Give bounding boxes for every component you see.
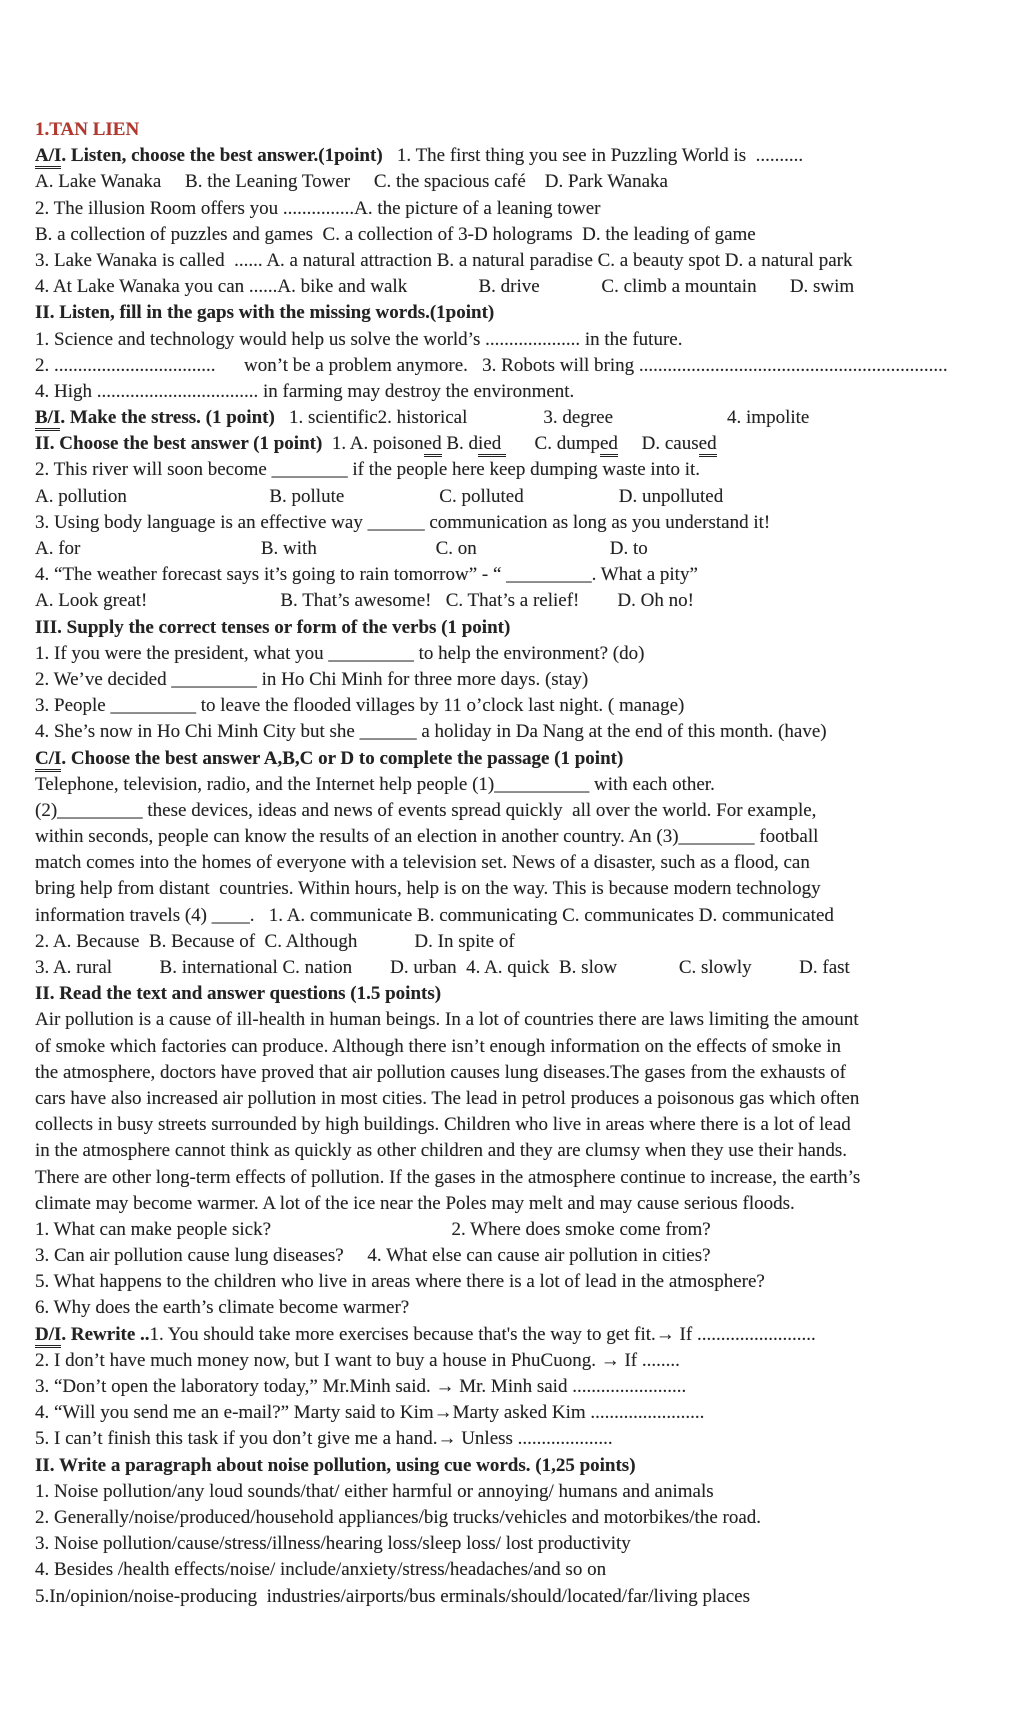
text-run: 5. What happens to the children who live in areas where there is a lot of lead in the atmosphere?: [35, 1271, 765, 1293]
text-run: A. for B. with C. on D. to: [35, 538, 648, 559]
text-line-24: [35, 719, 1019, 745]
text-run: 2. I don’t have much money now, but I want to buy a house in PhuCuong. → If ........: [35, 1349, 680, 1371]
text-line-54: [35, 1505, 1019, 1531]
text-line-55: [35, 1531, 1019, 1557]
text-run: 1. Science and technology would help us solve the world’s .................... in the future.: [35, 328, 683, 350]
text-run: cars have also increased air pollution in most cities. The lead in petrol produces a poisonous gas which often: [35, 1087, 860, 1109]
text-run: Telephone, television, radio, and the Internet help people (1)__________ with each other.: [35, 773, 715, 795]
text-run: 4. At Lake Wanaka you can ......A. bike and walk B. drive C. climb a mountain D. swim: [35, 276, 855, 298]
text-run: A. Look great! B. That’s awesome! C. That’s a relief! D. Oh no!: [35, 590, 694, 612]
section-c2-heading: [35, 981, 1019, 1007]
text-run: B. d: [441, 433, 479, 455]
text-line-28: [35, 824, 1019, 850]
title-text-run: 1.TAN LIEN: [35, 119, 140, 140]
text-line-38: [35, 1086, 1019, 1112]
text-line-5: [35, 222, 1019, 248]
text-line-10: [35, 353, 1019, 379]
text-line-53: [35, 1479, 1019, 1505]
text-run: 3. “Don’t open the laboratory today,” Mr.Minh said. → Mr. Minh said ........................: [35, 1376, 687, 1397]
text-line-42: [35, 1191, 1019, 1217]
section-a1-heading-line: [35, 143, 1019, 169]
text-run: 4. “Will you send me an e-mail?” Marty said to Kim→Marty asked Kim ........................: [35, 1402, 705, 1424]
section-d1-heading-line: [35, 1322, 1019, 1348]
text-run: 2. Generally/noise/produced/household appliances/big trucks/vehicles and motorbikes/the road.: [35, 1506, 762, 1528]
text-line-48: [35, 1348, 1019, 1374]
text-run: 3. People _________ to leave the flooded villages by 11 o’clock last night. ( manage): [35, 695, 685, 717]
exam-content: [35, 117, 1019, 1610]
text-run: II. Listen, fill in the gaps with the missing words.(1point): [35, 302, 495, 324]
text-run: 1. What can make people sick? 2. Where does smoke come from?: [35, 1218, 711, 1240]
text-line-17: [35, 536, 1019, 562]
text-run: 2. .................................. won’t be a problem anymore. 3. Robots will bring .................................................................: [35, 354, 948, 376]
text-run: 5. I can’t finish this task if you don’t give me a hand.→ Unless ....................: [35, 1428, 613, 1450]
text-line-45: [35, 1269, 1019, 1295]
text-line-30: [35, 876, 1019, 902]
text-line-50: [35, 1400, 1019, 1426]
text-line-32: [35, 929, 1019, 955]
text-line-49: [35, 1374, 1019, 1400]
text-run: 3. Lake Wanaka is called ...... A. a natural attraction B. a natural paradise C. a beauty spot D. a natural park: [35, 249, 853, 271]
text-run: . Make the stress. (1 point): [60, 407, 275, 429]
text-run: 2. The illusion Room offers you ...............A. the picture of a leaning tower: [35, 197, 601, 219]
text-run: within seconds, people can know the results of an election in another country. An (3)________ football: [35, 826, 819, 848]
underlined-text-run: A/I: [35, 145, 61, 169]
text-line-4: [35, 196, 1019, 222]
text-line-33: [35, 955, 1019, 981]
section-c1-heading-line: [35, 746, 1019, 772]
text-run: A. pollution B. pollute C. polluted D. unpolluted: [35, 485, 724, 507]
text-line-27: [35, 798, 1019, 824]
text-line-3: [35, 169, 1019, 195]
text-line-46: [35, 1295, 1019, 1321]
underlined-text-run: ied: [478, 433, 506, 457]
text-line-36: [35, 1034, 1019, 1060]
text-run: There are other long-term effects of pollution. If the gases in the atmosphere continue to increase, the earth’s: [35, 1166, 861, 1188]
exam-title: [35, 117, 1019, 143]
text-line-14: [35, 457, 1019, 483]
text-run: Air pollution is a cause of ill-health in human beings. In a lot of countries there are laws limiting the amount: [35, 1009, 859, 1031]
text-run: 6. Why does the earth’s climate become warmer?: [35, 1297, 410, 1319]
text-line-37: [35, 1060, 1019, 1086]
section-d2-heading: [35, 1453, 1019, 1479]
text-run: 3. A. rural B. international C. nation D. urban 4. A. quick B. slow C. slowly D. fast: [35, 957, 850, 978]
text-line-22: [35, 667, 1019, 693]
text-run: 1. If you were the president, what you _________ to help the environment? (do): [35, 642, 645, 664]
text-line-19: [35, 588, 1019, 614]
section-b3-heading: [35, 615, 1019, 641]
text-line-23: [35, 693, 1019, 719]
text-run: II. Write a paragraph about noise pollution, using cue words. (1,25 points): [35, 1454, 636, 1476]
text-run: 4. “The weather forecast says it’s going to rain tomorrow” - “ _________. What a pity”: [35, 564, 698, 586]
text-line-11: [35, 379, 1019, 405]
text-run: collects in busy streets surrounded by high buildings. Children who live in areas where there is a lot of lead: [35, 1114, 851, 1136]
text-line-43: [35, 1217, 1019, 1243]
text-line-6: [35, 248, 1019, 274]
text-run: 4. High .................................. in farming may destroy the environment.: [35, 380, 575, 402]
text-run: in the atmosphere cannot think as quickly as other children and they are clumsy when they use their hands.: [35, 1140, 848, 1162]
text-run: 1. A. poison: [322, 433, 424, 455]
text-run: 1. Noise pollution/any loud sounds/that/ either harmful or annoying/ humans and animals: [35, 1480, 714, 1502]
underlined-text-run: ed: [699, 433, 717, 457]
text-line-15: [35, 484, 1019, 510]
text-run: 1. You should take more exercises because that's the way to get fit.→ If .........................: [149, 1323, 816, 1345]
text-run: 2. A. Because B. Because of C. Although D. In spite of: [35, 930, 515, 952]
text-line-44: [35, 1243, 1019, 1269]
text-line-35: [35, 1007, 1019, 1033]
text-run: information travels (4) ____. 1. A. communicate B. communicating C. communicates D. communicated: [35, 904, 834, 926]
text-line-40: [35, 1138, 1019, 1164]
section-b2-heading-line: [35, 431, 1019, 457]
underlined-text-run: C/I: [35, 748, 61, 772]
text-run: III. Supply the correct tenses or form of the verbs (1 point): [35, 616, 511, 638]
text-line-26: [35, 772, 1019, 798]
text-line-29: [35, 850, 1019, 876]
text-run: 4. Besides /health effects/noise/ include/anxiety/stress/headaches/and so on: [35, 1559, 607, 1581]
text-run: . Rewrite ..: [61, 1323, 150, 1345]
text-line-16: [35, 510, 1019, 536]
text-line-7: [35, 274, 1019, 300]
text-run: C. dump: [506, 433, 600, 455]
underlined-text-run: ed: [424, 433, 442, 457]
text-run: B. a collection of puzzles and games C. a collection of 3-D holograms D. the leading of game: [35, 223, 756, 245]
text-line-31: [35, 903, 1019, 929]
section-b1-heading-line: [35, 405, 1019, 431]
text-run: (2)_________ these devices, ideas and news of events spread quickly all over the world. For example,: [35, 799, 817, 821]
text-run: 3. Noise pollution/cause/stress/illness/hearing loss/sleep loss/ lost productivity: [35, 1533, 631, 1555]
text-run: of smoke which factories can produce. Although there isn’t enough information on the effects of smoke in: [35, 1035, 842, 1057]
text-line-41: [35, 1165, 1019, 1191]
text-line-18: [35, 562, 1019, 588]
text-run: A. Lake Wanaka B. the Leaning Tower C. the spacious café D. Park Wanaka: [35, 171, 668, 193]
text-line-51: [35, 1426, 1019, 1452]
text-run: 3. Can air pollution cause lung diseases? 4. What else can cause air pollution in cities?: [35, 1245, 711, 1267]
text-line-21: [35, 641, 1019, 667]
text-run: 2. This river will soon become ________ if the people here keep dumping waste into it.: [35, 459, 701, 481]
underlined-text-run: ed: [600, 433, 618, 457]
text-run: 1. The first thing you see in Puzzling World is ..........: [382, 145, 804, 167]
section-a2-heading: [35, 300, 1019, 326]
text-run: . Choose the best answer A,B,C or D to complete the passage (1 point): [61, 747, 624, 769]
text-run: the atmosphere, doctors have proved that air pollution causes lung diseases.The gases from the exhausts of: [35, 1061, 846, 1083]
text-line-56: [35, 1557, 1019, 1583]
text-run: match comes into the homes of everyone with a television set. News of a disaster, such as a flood, can: [35, 852, 810, 874]
text-run: 2. We’ve decided _________ in Ho Chi Minh for three more days. (stay): [35, 668, 589, 690]
text-run: D. caus: [617, 433, 699, 455]
text-run: bring help from distant countries. Within hours, help is on the way. This is because modern technology: [35, 878, 821, 900]
text-run: II. Choose the best answer (1 point): [35, 433, 323, 455]
text-run: . Listen, choose the best answer.(1point): [61, 145, 383, 167]
text-line-9: [35, 327, 1019, 353]
underlined-text-run: D/I: [35, 1324, 61, 1348]
text-line-39: [35, 1112, 1019, 1138]
text-run: II. Read the text and answer questions (1.5 points): [35, 983, 442, 1005]
text-run: 3. Using body language is an effective way ______ communication as long as you understand it!: [35, 511, 771, 533]
text-run: 4. She’s now in Ho Chi Minh City but she ______ a holiday in Da Nang at the end of this month. (have): [35, 721, 827, 743]
text-run: 5.In/opinion/noise-producing industries/airports/bus erminals/should/located/far/living places: [35, 1585, 751, 1607]
text-run: 1. scientific2. historical 3. degree 4. impolite: [274, 407, 810, 429]
text-run: climate may become warmer. A lot of the ice near the Poles may melt and may cause serious floods.: [35, 1192, 795, 1214]
underlined-text-run: B/I: [35, 407, 60, 431]
text-line-57: [35, 1584, 1019, 1610]
